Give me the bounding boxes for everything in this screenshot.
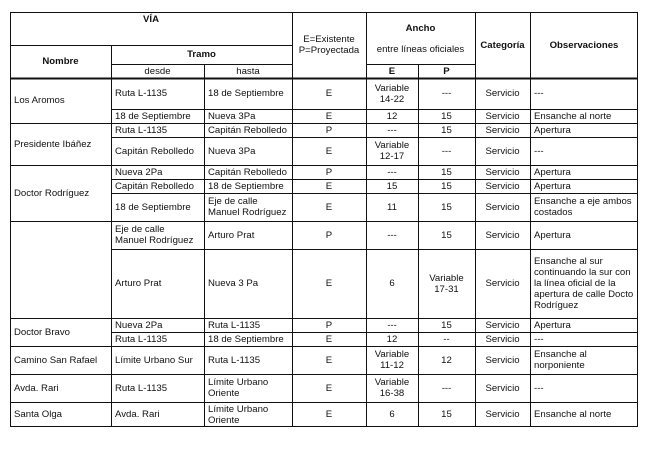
- cell-estado: E: [325, 145, 333, 157]
- cell-nombre: Doctor Rodríguez: [14, 187, 90, 199]
- cell-ancho-e: ---: [387, 124, 397, 136]
- cell-ancho-p: 15: [441, 201, 452, 213]
- cell-ancho-p: 15: [441, 124, 452, 136]
- cell-desde: 18 de Septiembre: [115, 201, 191, 213]
- cell-ancho-p: Variable 17-31: [429, 272, 464, 295]
- cell-ancho-e: 12: [386, 333, 398, 345]
- cell-ancho-e: Variable 16-38: [374, 377, 410, 399]
- cell-desde: Ruta L-1135: [115, 382, 168, 394]
- cell-observaciones: Apertura: [534, 229, 571, 241]
- cell-hasta: Nueva 3 Pa: [208, 278, 259, 289]
- cell-estado: E: [325, 180, 333, 192]
- cell-estado: E: [325, 333, 333, 345]
- cell-ancho-e: Variable 14-22: [374, 82, 410, 105]
- cell-nombre: Presidente Ibáñez: [14, 138, 92, 150]
- cell-observaciones: ---: [534, 88, 544, 99]
- cell-estado: P: [325, 124, 333, 136]
- cell-ancho-p: 15: [441, 409, 452, 420]
- cell-hasta: Ruta L-1135: [208, 354, 261, 366]
- cell-observaciones: Apertura: [534, 180, 571, 192]
- header-tramo: Tramo: [187, 49, 216, 60]
- header-ancho-e: E: [388, 65, 396, 77]
- cell-hasta: 18 de Septiembre: [208, 180, 284, 192]
- cell-desde: Capitán Rebolledo: [115, 145, 194, 157]
- cell-estado: P: [325, 229, 333, 241]
- cell-ancho-p: 15: [441, 229, 452, 241]
- cell-ancho-e: ---: [387, 229, 397, 241]
- cell-ancho-p: 15: [441, 319, 452, 331]
- cell-ancho-p: ---: [441, 382, 452, 394]
- cell-ancho-p: --: [443, 333, 450, 345]
- header-nombre: Nombre: [42, 56, 79, 67]
- cell-categoria: Servicio: [485, 278, 520, 289]
- cell-desde: Nueva 2Pa: [115, 166, 163, 178]
- header-observaciones: Observaciones: [549, 39, 619, 51]
- cell-estado: E: [325, 110, 333, 122]
- cell-estado: E: [325, 88, 333, 99]
- cell-observaciones: ---: [534, 333, 544, 345]
- cell-observaciones: Apertura: [534, 319, 571, 331]
- cell-ancho-e: Variable 11-12: [374, 349, 410, 371]
- cell-ancho-p: ---: [441, 88, 452, 99]
- cell-ancho-p: 15: [441, 180, 452, 192]
- cell-desde: 18 de Septiembre: [115, 110, 191, 122]
- cell-ancho-p: ---: [441, 145, 452, 157]
- cell-nombre: Los Aromos: [14, 95, 65, 106]
- cell-estado: E: [325, 354, 333, 366]
- cell-categoria: Servicio: [485, 110, 520, 122]
- cell-categoria: Servicio: [485, 145, 520, 157]
- cell-nombre: Avda. Rari: [14, 382, 59, 394]
- cell-desde: Límite Urbano Sur: [115, 354, 193, 366]
- cell-desde: Ruta L-1135: [115, 88, 168, 99]
- cell-ancho-p: 15: [441, 110, 452, 122]
- cell-nombre: Santa Olga: [14, 409, 63, 420]
- cell-observaciones: ---: [534, 382, 544, 394]
- cell-observaciones: Ensanche al norte: [534, 409, 612, 420]
- cell-hasta: 18 de Septiembre: [208, 333, 284, 345]
- cell-observaciones: Ensanche al sur continuando la sur con la línea oficial de la apertura de calle Docto Rodríguez: [534, 256, 634, 311]
- cell-observaciones: Apertura: [534, 124, 571, 136]
- header-ancho-sub: entre líneas oficiales: [376, 43, 465, 55]
- cell-observaciones: Apertura: [534, 166, 571, 178]
- cell-observaciones: Ensanche al norponiente: [534, 349, 587, 371]
- cell-hasta: Límite Urbano Oriente: [208, 377, 269, 399]
- header-via: VÍA: [143, 14, 159, 25]
- vias-table: [10, 12, 638, 444]
- cell-desde: Capitán Rebolledo: [115, 180, 194, 192]
- cell-estado: P: [325, 166, 333, 178]
- cell-estado: E: [325, 278, 333, 289]
- header-desde: desde: [144, 65, 171, 77]
- cell-categoria: Servicio: [485, 201, 520, 213]
- cell-categoria: Servicio: [485, 333, 520, 345]
- header-categoria: Categoría: [480, 39, 525, 51]
- cell-observaciones: Ensanche al norte: [534, 110, 612, 122]
- header-hasta: hasta: [236, 65, 260, 77]
- cell-desde: Arturo Prat: [115, 278, 162, 289]
- cell-ancho-e: 6: [389, 409, 395, 420]
- cell-nombre: Doctor Bravo: [14, 326, 70, 338]
- cell-ancho-e: 6: [389, 278, 395, 289]
- cell-ancho-p: 15: [441, 166, 452, 178]
- cell-ancho-e: Variable 12-17: [374, 140, 410, 162]
- cell-desde: Ruta L-1135: [115, 333, 168, 345]
- cell-hasta: Límite Urbano Oriente: [208, 403, 269, 426]
- cell-nombre: [10, 221, 111, 318]
- cell-ancho-e: ---: [387, 319, 397, 331]
- cell-hasta: Arturo Prat: [208, 229, 255, 241]
- cell-hasta: Capitán Rebolledo: [208, 124, 287, 136]
- cell-categoria: Servicio: [485, 409, 520, 420]
- cell-hasta: 18 de Septiembre: [208, 88, 284, 99]
- cell-estado: P: [325, 319, 333, 331]
- cell-ancho-e: ---: [387, 166, 397, 178]
- cell-observaciones: ---: [534, 145, 544, 157]
- cell-categoria: Servicio: [485, 124, 520, 136]
- cell-ancho-p: 12: [441, 354, 452, 366]
- cell-desde: Nueva 2Pa: [115, 319, 163, 331]
- cell-ancho-e: 12: [386, 110, 398, 122]
- header-ancho-p: P: [443, 65, 450, 77]
- cell-estado: E: [325, 409, 333, 420]
- cell-nombre: Camino San Rafael: [14, 354, 98, 366]
- cell-categoria: Servicio: [485, 88, 520, 99]
- cell-categoria: Servicio: [485, 319, 520, 331]
- cell-estado: E: [325, 201, 333, 213]
- header-ancho: Ancho: [405, 22, 436, 34]
- cell-hasta: Capitán Rebolledo: [208, 166, 287, 178]
- header-status-legend: E=Existente P=Proyectada: [298, 34, 360, 56]
- cell-desde: Avda. Rari: [115, 409, 160, 420]
- cell-desde: Eje de calle Manuel Rodríguez: [115, 224, 194, 246]
- cell-categoria: Servicio: [485, 354, 520, 366]
- cell-hasta: Nueva 3Pa: [208, 145, 256, 157]
- cell-ancho-e: 11: [387, 201, 397, 213]
- cell-observaciones: Ensanche a eje ambos costados: [534, 196, 632, 218]
- cell-hasta: Nueva 3Pa: [208, 110, 256, 122]
- cell-categoria: Servicio: [485, 382, 520, 394]
- cell-ancho-e: 15: [386, 180, 398, 192]
- cell-estado: E: [325, 382, 333, 394]
- cell-desde: Ruta L-1135: [115, 124, 168, 136]
- cell-categoria: Servicio: [485, 229, 520, 241]
- cell-categoria: Servicio: [485, 166, 520, 178]
- cell-categoria: Servicio: [485, 180, 520, 192]
- cell-hasta: Ruta L-1135: [208, 319, 261, 331]
- cell-hasta: Eje de calle Manuel Rodríguez: [208, 196, 287, 218]
